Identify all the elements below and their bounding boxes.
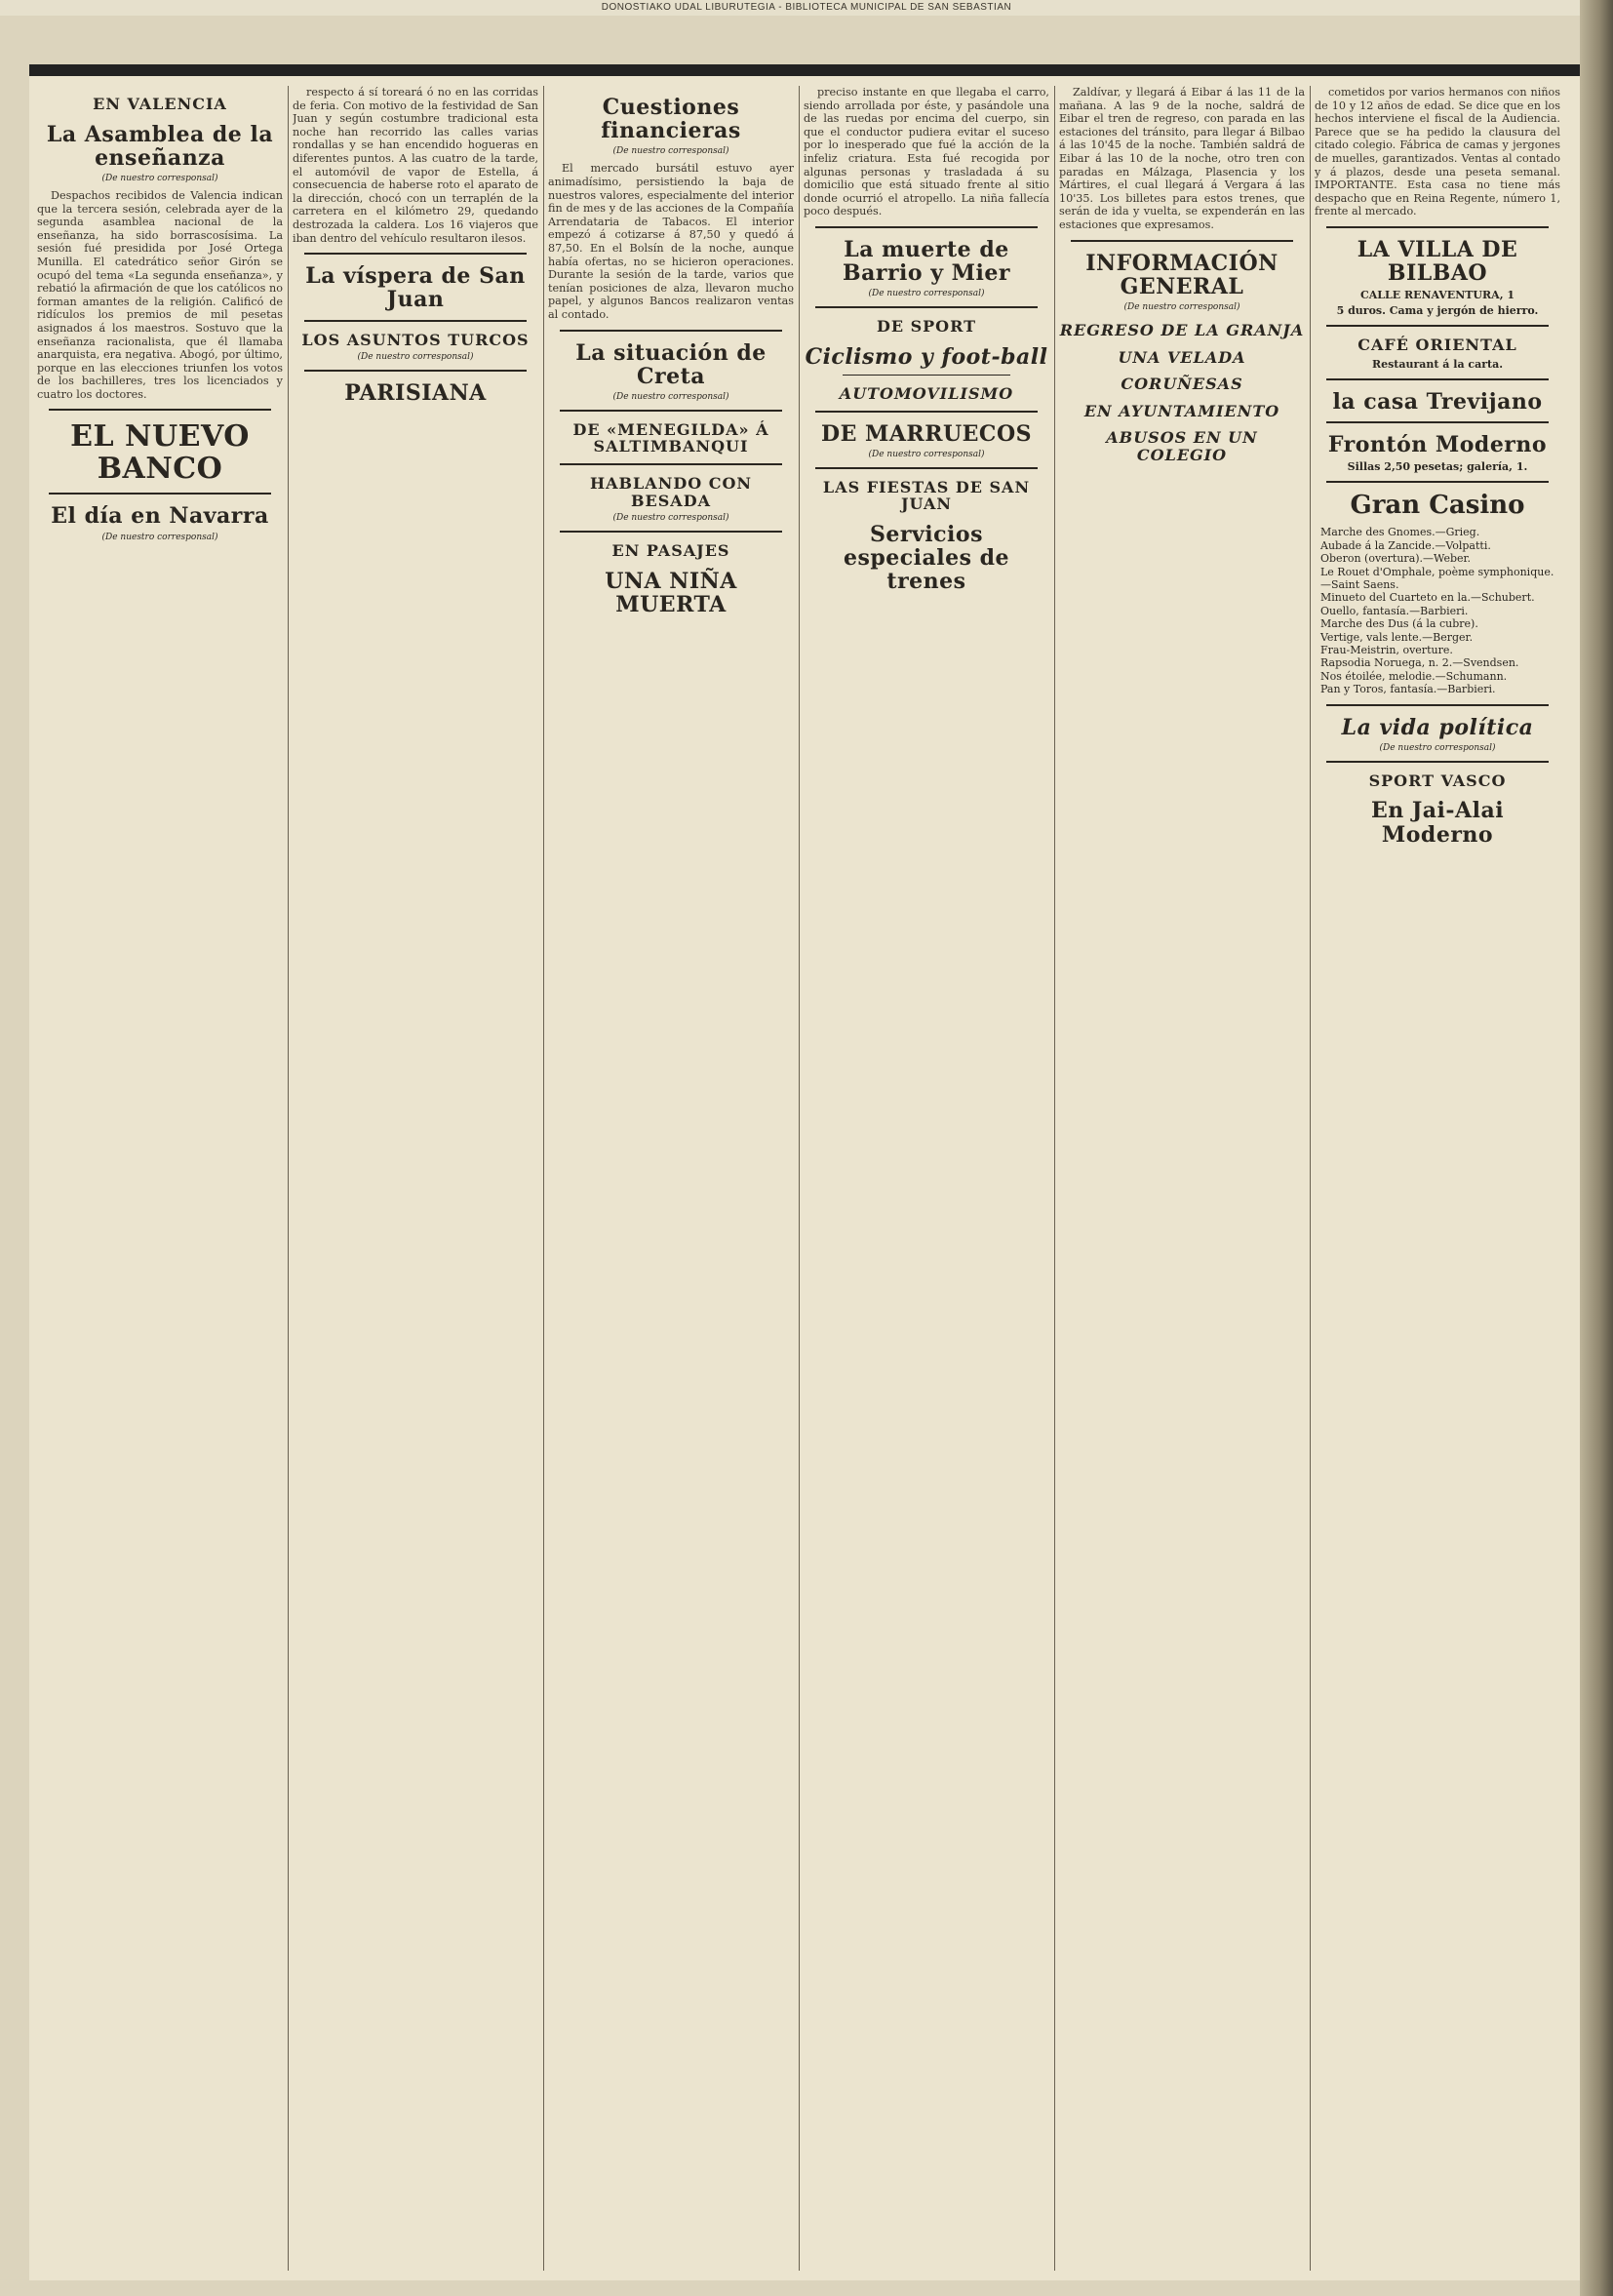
- program-item: Le Rouet d'Omphale, poème symphonique.—Saint Saens.: [1320, 565, 1554, 591]
- section-divider: [1326, 378, 1549, 380]
- section-divider: [1071, 240, 1293, 242]
- section-divider: [49, 493, 271, 495]
- column-rule: [543, 86, 544, 2271]
- headline: En Jai-Alai Moderno: [1370, 798, 1505, 848]
- headline: HABLANDO CON BESADA: [589, 474, 753, 510]
- section-divider: [1326, 481, 1549, 483]
- program-item: Ouello, fantasía.—Barbieri.: [1320, 604, 1469, 617]
- article-text: preciso instante en que llegaba el carro, siendo arrollada por éste, y pasándole una de las ruedas por encima del cuerpo, sin que el conductor pudiera evitar el suceso por lo inesperado que fué la acción de la infeliz criatura. Esta fué recogida por algunas personas y trasladada á su domicilio que está situado frente al sitio donde ocurrió el atropello. La niña fallecía poco después.: [804, 86, 1049, 218]
- dateline: (De nuestro corresponsal): [612, 391, 729, 402]
- dateline: (De nuestro corresponsal): [612, 513, 729, 524]
- program-item: Rapsodia Noruega, n. 2.—Svendsen.: [1320, 656, 1519, 670]
- program-item: Nos étoilée, melodie.—Schumann.: [1320, 669, 1508, 683]
- program-item: Minueto del Cuarteto en la.—Schubert.: [1320, 591, 1535, 605]
- section-kicker: EN VALENCIA: [93, 95, 227, 113]
- ad-line: Sillas 2,50 pesetas; galería, 1.: [1347, 460, 1528, 474]
- dateline: (De nuestro corresponsal): [868, 449, 985, 459]
- ad-headline: la casa Trevijano: [1332, 388, 1543, 415]
- subheadline: REGRESO DE LA GRANJA: [1059, 320, 1305, 339]
- section-kicker: DE SPORT: [876, 317, 977, 336]
- section-divider: [843, 375, 1010, 376]
- headline: EL NUEVO BANCO: [70, 419, 250, 487]
- headline: Cuestiones financieras: [601, 95, 741, 144]
- section-divider: [304, 253, 527, 255]
- page-binding-edge: [1580, 0, 1613, 2296]
- headline: PARISIANA: [344, 380, 487, 407]
- subheadline: EN AYUNTAMIENTO: [1083, 401, 1280, 420]
- section-divider: [560, 531, 782, 533]
- section-kicker: LAS FIESTAS DE SAN JUAN: [822, 477, 1031, 514]
- headline: LOS ASUNTOS TURCOS: [301, 330, 530, 349]
- section-divider: [1326, 421, 1549, 423]
- headline: Servicios especiales de trenes: [843, 522, 1010, 595]
- column-5: [1059, 86, 1305, 2271]
- section-divider: [1326, 325, 1549, 327]
- section-divider: [815, 467, 1038, 469]
- section-divider: [815, 306, 1038, 308]
- section-kicker: EN PASAJES: [611, 541, 730, 561]
- program-item: Pan y Toros, fantasía.—Barbieri.: [1320, 683, 1496, 696]
- newspaper-sheet: [29, 64, 1580, 2280]
- dateline: (De nuestro corresponsal): [1123, 301, 1240, 312]
- program-item: Oberon (overtura).—Weber.: [1320, 552, 1472, 566]
- article-text: cometidos por varios hermanos con niños de 10 y 12 años de edad. Se dice que en los hechos interviene el fiscal de la Audiencia. Parece que se ha pedido la clausura del citado colegio. Fábrica de camas y jergones de muelles, garantizados. Ventas al contado y á plazos, desde una peseta semanal. IMPORTANTE. Esta casa no tiene más despacho que en Reina Regente, número 1, frente al mercado.: [1315, 86, 1560, 218]
- section-divider: [1326, 704, 1549, 706]
- ad-headline: Frontón Moderno: [1327, 432, 1548, 458]
- headline: AUTOMOVILISMO: [839, 384, 1014, 404]
- subheadline: UNA VELADA: [1118, 347, 1246, 367]
- section-divider: [560, 463, 782, 465]
- dateline: (De nuestro corresponsal): [1379, 742, 1496, 753]
- section-divider: [815, 226, 1038, 228]
- headline: La situación de Creta: [575, 339, 767, 389]
- program-item: Frau-Meistrin, overture.: [1320, 643, 1453, 656]
- dateline: (De nuestro corresponsal): [357, 352, 474, 363]
- section-divider: [560, 330, 782, 332]
- headline: El día en Navarra: [51, 503, 269, 530]
- article-text: Despachos recibidos de Valencia indican que la tercera sesión, celebrada ayer de la segunda asamblea nacional de la enseñanza, ha sido borrascosísima. La sesión fué presidida por José Ortega Munilla. El catedrático señor Girón se ocupó del tema «La segunda enseñanza», y rebatió la afirmación de que los católicos no forman amantes de la religión. Calificó de ridículos los premios de mil pesetas asignados á los maestros. Sostuvo que la enseñanza racionalista, que él llamaba anarquista, era negativa. Abogó, por último, porque en las elecciones triunfen los votos de los bachilleres, tres los licenciados y cuatro los doctores.: [37, 188, 283, 401]
- headline: DE «MENEGILDA» Á SALTIMBANQUI: [572, 419, 769, 456]
- article-text: Zaldívar, y llegará á Eibar á las 11 de la mañana. A las 9 de la noche, saldrá de Eibar el tren de regreso, con parada en las estaciones del tránsito, para llegar á Bilbao á las 10'45 de la noche. También saldrá de Eibar á las 10 de la noche, otro tren con paradas en Málzaga, Plasencia y los Mártires, el cual llegará á Vergara á las 10'35. Los billetes para estos trenes, que serán de ida y vuelta, se expenderán en las estaciones que expresamos.: [1059, 86, 1305, 231]
- headline: UNA NIÑA MUERTA: [605, 568, 737, 618]
- article-text: respecto á sí toreará ó no en las corridas de feria. Con motivo de la festividad de San Juan y según costumbre tradicional esta noche han recorrido las calles varias rondallas y se han encendido hogueras en diferentes puntos. A las cuatro de la tarde, el automóvil de vapor de Estella, á consecuencia de haberse roto el aparato de la dirección, chocó con un terraplén de la carretera en el kilómetro 29, quedando destrozada la caldera. Los 16 viajeros que iban dentro del vehículo resultaron ilesos.: [293, 86, 538, 245]
- ad-headline: CAFÉ ORIENTAL: [1357, 336, 1517, 355]
- dateline: (De nuestro corresponsal): [101, 173, 218, 183]
- column-1: [37, 86, 283, 2271]
- program-item: Marche des Dus (á la cubre).: [1320, 617, 1478, 631]
- section-divider: [304, 370, 527, 372]
- ad-line: 5 duros. Cama y jergón de hierro.: [1336, 304, 1539, 318]
- section-divider: [304, 320, 527, 322]
- dateline: (De nuestro corresponsal): [868, 289, 985, 299]
- headline: La muerte de Barrio y Mier: [843, 236, 1010, 287]
- column-rule: [1054, 86, 1055, 2271]
- column-rule: [1310, 86, 1311, 2271]
- headline: La víspera de San Juan: [305, 263, 526, 313]
- column-rule: [799, 86, 800, 2271]
- article-text: El mercado bursátil estuvo ayer animadísimo, persistiendo la baja de nuestros valores, especialmente del interior fin de mes y de las acciones de la Compañía Arrendataria de Tabacos. El interior empezó á cotizarse á 87,50 y quedó á 87,50. En el Bolsín de la noche, aunque había ofertas, no se hicieron operaciones. Durante la sesión de la tarde, varios que tenían posiciones de alza, llevaron mucho papel, y algunos Bancos realizaron ventas al contado.: [548, 162, 794, 321]
- section-divider: [49, 409, 271, 411]
- dateline: (De nuestro corresponsal): [101, 532, 218, 542]
- section-kicker: SPORT VASCO: [1368, 771, 1507, 790]
- section-divider: [1326, 761, 1549, 763]
- program-item: Marche des Gnomes.—Grieg.: [1320, 526, 1480, 539]
- program-item: Aubade á la Zancide.—Volpatti.: [1320, 538, 1491, 552]
- subheadline: ABUSOS EN UN COLEGIO: [1106, 428, 1258, 464]
- column-6: [1315, 86, 1560, 2271]
- headline: La vida política: [1341, 714, 1534, 740]
- headline: INFORMACIÓN GENERAL: [1085, 250, 1279, 299]
- program-item: Vertige, vals lente.—Berger.: [1320, 630, 1474, 644]
- headline: Ciclismo y foot-ball: [805, 343, 1048, 370]
- column-rule: [288, 86, 289, 2271]
- column-2: [293, 86, 538, 2271]
- column-3: [548, 86, 794, 2271]
- column-4: [804, 86, 1049, 2271]
- section-divider: [815, 411, 1038, 413]
- headline: DE MARRUECOS: [820, 420, 1032, 447]
- ad-headline: Gran Casino: [1350, 491, 1525, 521]
- section-divider: [1326, 226, 1549, 228]
- library-banner: DONOSTIAKO UDAL LIBURUTEGIA - BIBLIOTECA MUNICIPAL DE SAN SEBASTIAN: [0, 0, 1613, 16]
- dateline: (De nuestro corresponsal): [612, 146, 729, 157]
- ad-headline: LA VILLA DE BILBAO: [1357, 236, 1518, 287]
- subheadline: CORUÑESAS: [1121, 375, 1243, 394]
- headline: La Asamblea de la enseñanza: [46, 121, 274, 171]
- ad-address: CALLE RENAVENTURA, 1: [1359, 289, 1515, 302]
- ad-line: Restaurant á la carta.: [1371, 357, 1504, 371]
- section-divider: [560, 410, 782, 412]
